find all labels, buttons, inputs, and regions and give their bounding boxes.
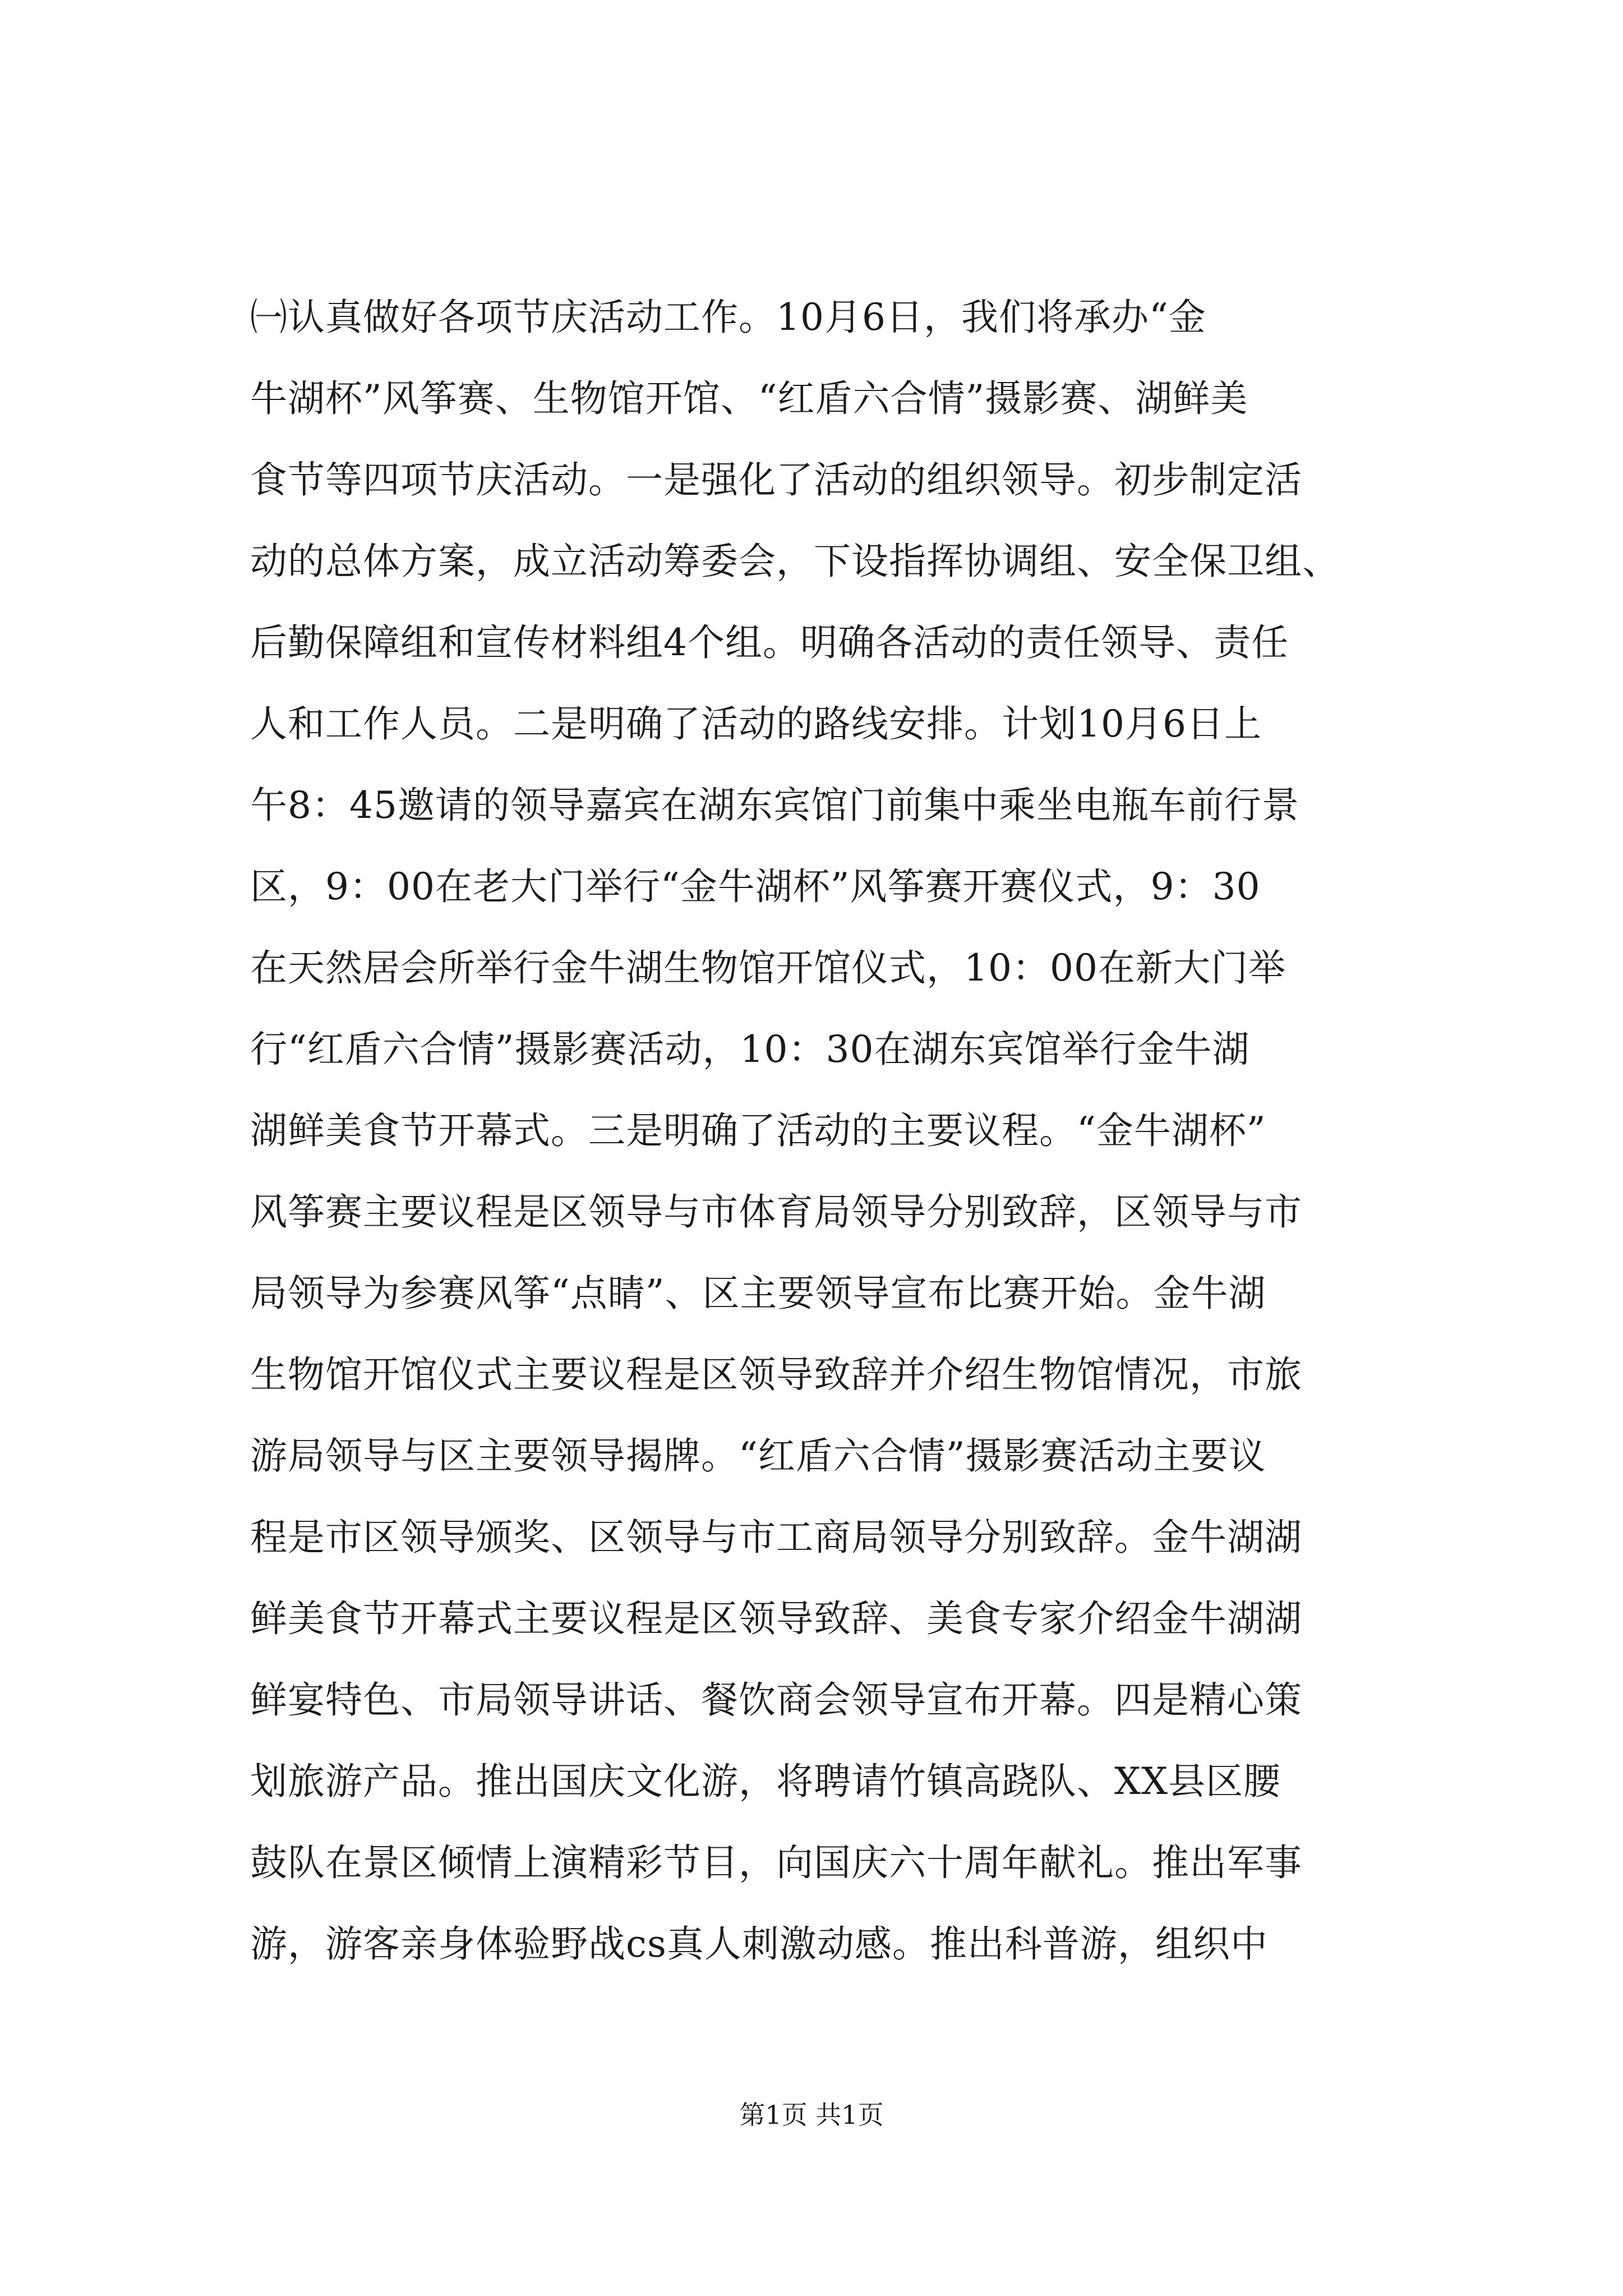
text-line: 在天然居会所举行金牛湖生物馆开馆仪式，10：00在新大门举 bbox=[250, 946, 1286, 990]
text-line: 鲜宴特色、市局领导讲话、餐饮商会领导宣布开幕。四是精心策 bbox=[250, 1678, 1302, 1722]
text-line: 食节等四项节庆活动。一是强化了活动的组织领导。初步制定活 bbox=[250, 458, 1302, 501]
text-line: 鲜美食节开幕式主要议程是区领导致辞、美食专家介绍金牛湖湖 bbox=[250, 1597, 1302, 1640]
text-line: 后勤保障组和宣传材料组4个组。明确各活动的责任领导、责任 bbox=[250, 621, 1289, 664]
text-line: 游，游客亲身体验野战cs真人刺激动感。推出科普游，组织中 bbox=[250, 1922, 1268, 1966]
text-line: 生物馆开馆仪式主要议程是区领导致辞并介绍生物馆情况，市旅 bbox=[250, 1353, 1302, 1396]
text-line: 风筝赛主要议程是区领导与市体育局领导分别致辞，区领导与市 bbox=[250, 1190, 1302, 1234]
text-line: 动的总体方案，成立活动筹委会，下设指挥协调组、安全保卫组、 bbox=[250, 540, 1340, 583]
text-line: 牛湖杯”风筝赛、生物馆开馆、“红盾六合情”摄影赛、湖鲜美 bbox=[250, 377, 1248, 420]
text-line: 鼓队在景区倾情上演精彩节目，向国庆六十周年献礼。推出军事 bbox=[250, 1841, 1302, 1884]
body-paragraph bbox=[250, 277, 1377, 1985]
page-number-footer: 第1页 共1页 bbox=[739, 2100, 884, 2130]
text-line: 午8：45邀请的领导嘉宾在湖东宾馆门前集中乘坐电瓶车前行景 bbox=[250, 784, 1299, 827]
text-line: 区，9：00在老大门举行“金牛湖杯”风筝赛开赛仪式，9：30 bbox=[250, 865, 1261, 908]
text-line: 游局领导与区主要领导揭牌。“红盾六合情”摄影赛活动主要议 bbox=[250, 1434, 1266, 1478]
text-line: ㈠认真做好各项节庆活动工作。10月6日，我们将承办“金 bbox=[250, 296, 1206, 339]
text-line: 行“红盾六合情”摄影赛活动，10：30在湖东宾馆举行金牛湖 bbox=[250, 1028, 1250, 1071]
text-line: 湖鲜美食节开幕式。三是明确了活动的主要议程。“金牛湖杯” bbox=[250, 1109, 1266, 1152]
text-line: 程是市区领导颁奖、区领导与市工商局领导分别致辞。金牛湖湖 bbox=[250, 1516, 1302, 1559]
text-line: 人和工作人员。二是明确了活动的路线安排。计划10月6日上 bbox=[250, 702, 1262, 746]
text-line: 划旅游产品。推出国庆文化游，将聘请竹镇高跷队、XX县区腰 bbox=[250, 1760, 1281, 1803]
text-line: 局领导为参赛风筝“点睛”、区主要领导宣布比赛开始。金牛湖 bbox=[250, 1272, 1266, 1315]
